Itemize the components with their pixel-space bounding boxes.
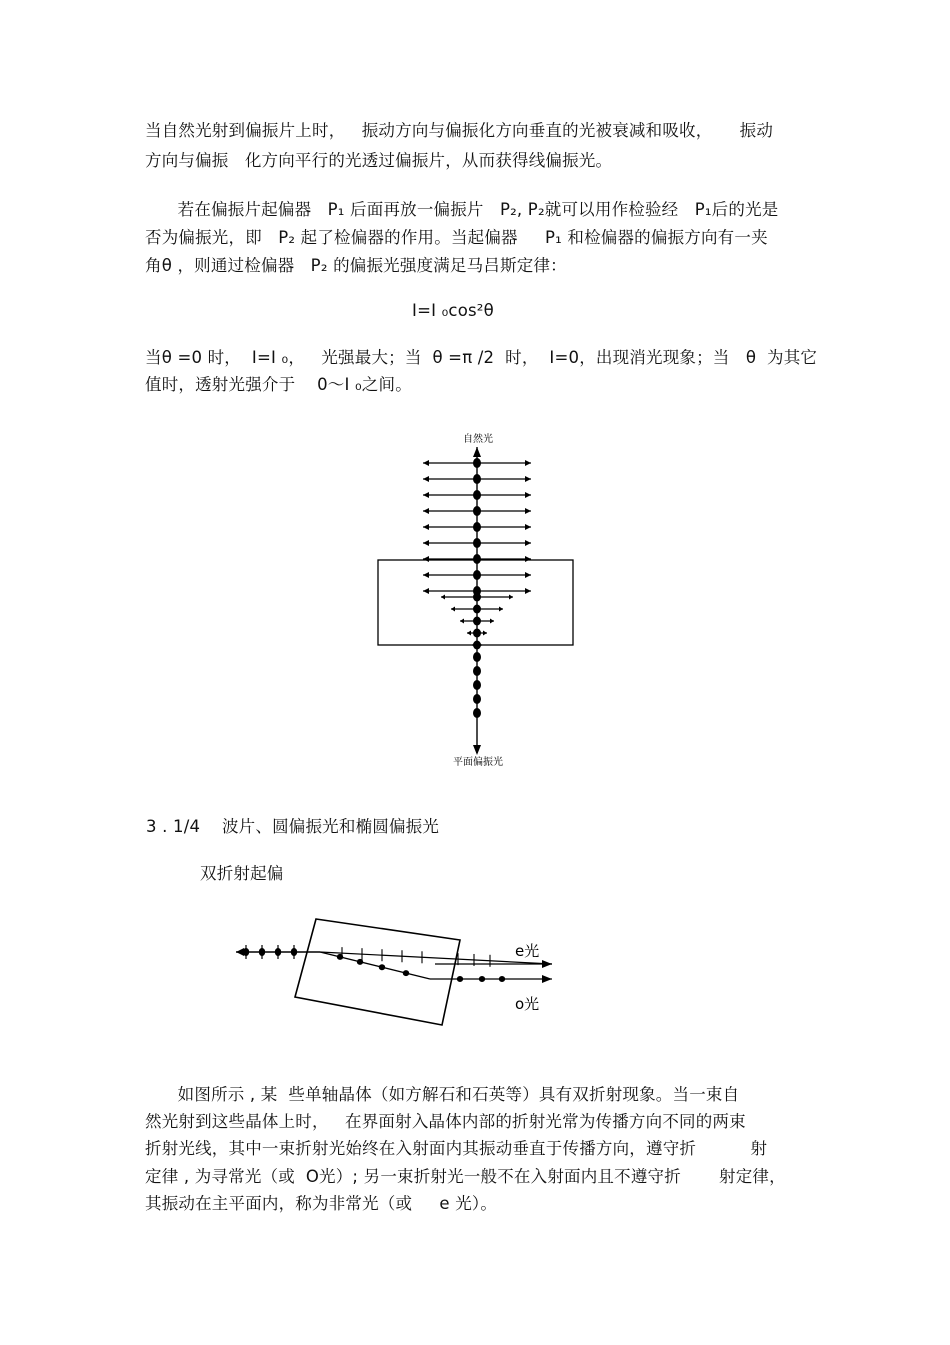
text: 值时，透射光强介于 0～I ₀之间。 [145, 375, 412, 394]
vibration-dot [473, 680, 481, 690]
paragraph-1-line-1 [145, 121, 805, 141]
ray-top-arrow [473, 447, 481, 457]
e-ray-arrow [542, 960, 552, 968]
vibration-dot [473, 605, 481, 614]
paragraph-4-line-4 [145, 1167, 805, 1187]
arrowhead-right [525, 476, 531, 482]
paragraph-2-line-3 [145, 256, 805, 276]
vibration-dot [473, 593, 481, 602]
text: 当自然光射到偏振片上时， 振动方向与偏振化方向垂直的光被衰减和吸收， 振动 [145, 121, 774, 140]
arrowhead-right [525, 540, 531, 546]
paragraph-1-line-2 [145, 151, 805, 171]
vibration-dot [473, 490, 481, 500]
vibration-dot [473, 694, 481, 704]
arrowhead-left [467, 631, 471, 636]
o-ray-arrow [542, 975, 552, 983]
incident-vibration-dot [291, 948, 297, 956]
o-ray-vibration-dot [403, 970, 409, 976]
vibration-dot [473, 652, 481, 662]
arrowhead-left [423, 588, 429, 594]
arrowhead-left [423, 508, 429, 514]
vibration-dot [473, 474, 481, 484]
arrowhead-right [499, 607, 503, 612]
vibration-dot [473, 506, 481, 516]
arrowhead-right [525, 524, 531, 530]
o-ray-vibration-dot [357, 959, 363, 965]
crystal [295, 919, 460, 1025]
text: 其振动在主平面内，称为非常光（或 e 光）。 [145, 1194, 498, 1213]
section-heading [146, 817, 806, 837]
vibration-dot [473, 522, 481, 532]
vibration-dot [473, 458, 481, 468]
arrowhead-left [423, 572, 429, 578]
paragraph-3-line-2 [145, 375, 805, 395]
arrowhead-right [483, 631, 487, 636]
plane-polarized-light-label: 平面偏振光 [453, 757, 503, 768]
arrowhead-right [525, 492, 531, 498]
arrowhead-right [525, 572, 531, 578]
paragraph-4-line-5 [145, 1194, 805, 1214]
arrowhead-left [423, 492, 429, 498]
arrowhead-left [423, 476, 429, 482]
arrowhead-left [423, 460, 429, 466]
arrowhead-right [525, 588, 531, 594]
birefringence-figure [230, 912, 560, 1032]
paragraph-2-line-2 [145, 228, 805, 248]
incident-vibration-dot [275, 948, 281, 956]
o-ray-inside [320, 952, 430, 979]
polarizer-diagram [375, 425, 585, 775]
vibration-dot [473, 708, 481, 718]
vibration-dot [473, 641, 481, 650]
paragraph-4-line-3 [145, 1139, 805, 1159]
subheading [200, 864, 860, 884]
ray-bottom-arrow [473, 745, 481, 755]
text: 当θ =0 时， I=I ₀， 光强最大；当 θ =π /2 时， I=0，出现消光现象；当 θ 为其它 [145, 348, 818, 367]
o-ray-vibration-dot [499, 976, 505, 982]
text: 如图所示 , 某 些单轴晶体（如方解石和石英等）具有双折射现象。当一束自 [145, 1085, 740, 1104]
vibration-dot [473, 554, 481, 564]
text: 角θ ，则通过检偏器 P₂ 的偏振光强度满足马吕斯定律： [145, 256, 567, 275]
arrowhead-right [525, 508, 531, 514]
arrowhead-left [451, 607, 455, 612]
arrowhead-left [423, 540, 429, 546]
arrowhead-left [441, 595, 445, 600]
incident-vibration-dot [259, 948, 265, 956]
vibration-dot [473, 666, 481, 676]
o-ray-vibration-dot [379, 964, 385, 970]
paragraph-2-line-1 [145, 200, 805, 220]
malus-law-formula [412, 301, 612, 321]
text: 方向与偏振 化方向平行的光透过偏振片，从而获得线偏振光。 [145, 151, 613, 170]
arrowhead-right [525, 460, 531, 466]
text: 然光射到这些晶体上时， 在界面射入晶体内部的折射光常为传播方向不同的两束 [145, 1112, 746, 1131]
o-ray-vibration-dot [479, 976, 485, 982]
arrowhead-left [423, 556, 429, 562]
arrowhead-right [490, 619, 494, 624]
e-light-label: e光 [515, 942, 540, 960]
birefringence-diagram [230, 912, 560, 1032]
incident-vibration-dot [243, 948, 249, 956]
text: 若在偏振片起偏器 P₁ 后面再放一偏振片 P₂, P₂就可以用作检验经 P₁后的光是 [145, 200, 779, 219]
paragraph-4-line-1 [145, 1085, 805, 1105]
arrowhead-right [509, 595, 513, 600]
text: 定律 , 为寻常光（或 O光）; 另一束折射光一般不在入射面内且不遵守折 射定律， [145, 1167, 786, 1186]
vibration-dot [473, 629, 481, 638]
formula-text: I=I ₀cos²θ [412, 301, 494, 320]
text: 否为偏振光，即 P₂ 起了检偏器的作用。当起偏器 P₁ 和检偏器的偏振方向有一夹 [145, 228, 768, 247]
paragraph-4-line-2 [145, 1112, 805, 1132]
o-ray-vibration-dot [337, 954, 343, 960]
o-ray-vibration-dot [457, 976, 463, 982]
o-light-label: o光 [515, 995, 540, 1013]
paragraph-3-line-1 [145, 348, 818, 368]
subheading-text: 双折射起偏 [200, 864, 284, 883]
vibration-dot [473, 538, 481, 548]
arrowhead-left [423, 524, 429, 530]
arrowhead-right [525, 556, 531, 562]
arrowhead-left [460, 619, 464, 624]
vibration-dot [473, 570, 481, 580]
natural-light-label: 自然光 [463, 434, 493, 445]
polarizer-figure [375, 425, 585, 775]
vibration-dot [473, 617, 481, 626]
heading-text: 3 . 1/4 波片、圆偏振光和椭圆偏振光 [146, 817, 440, 836]
text: 折射光线，其中一束折射光始终在入射面内其振动垂直于传播方向，遵守折 射 [145, 1139, 768, 1158]
